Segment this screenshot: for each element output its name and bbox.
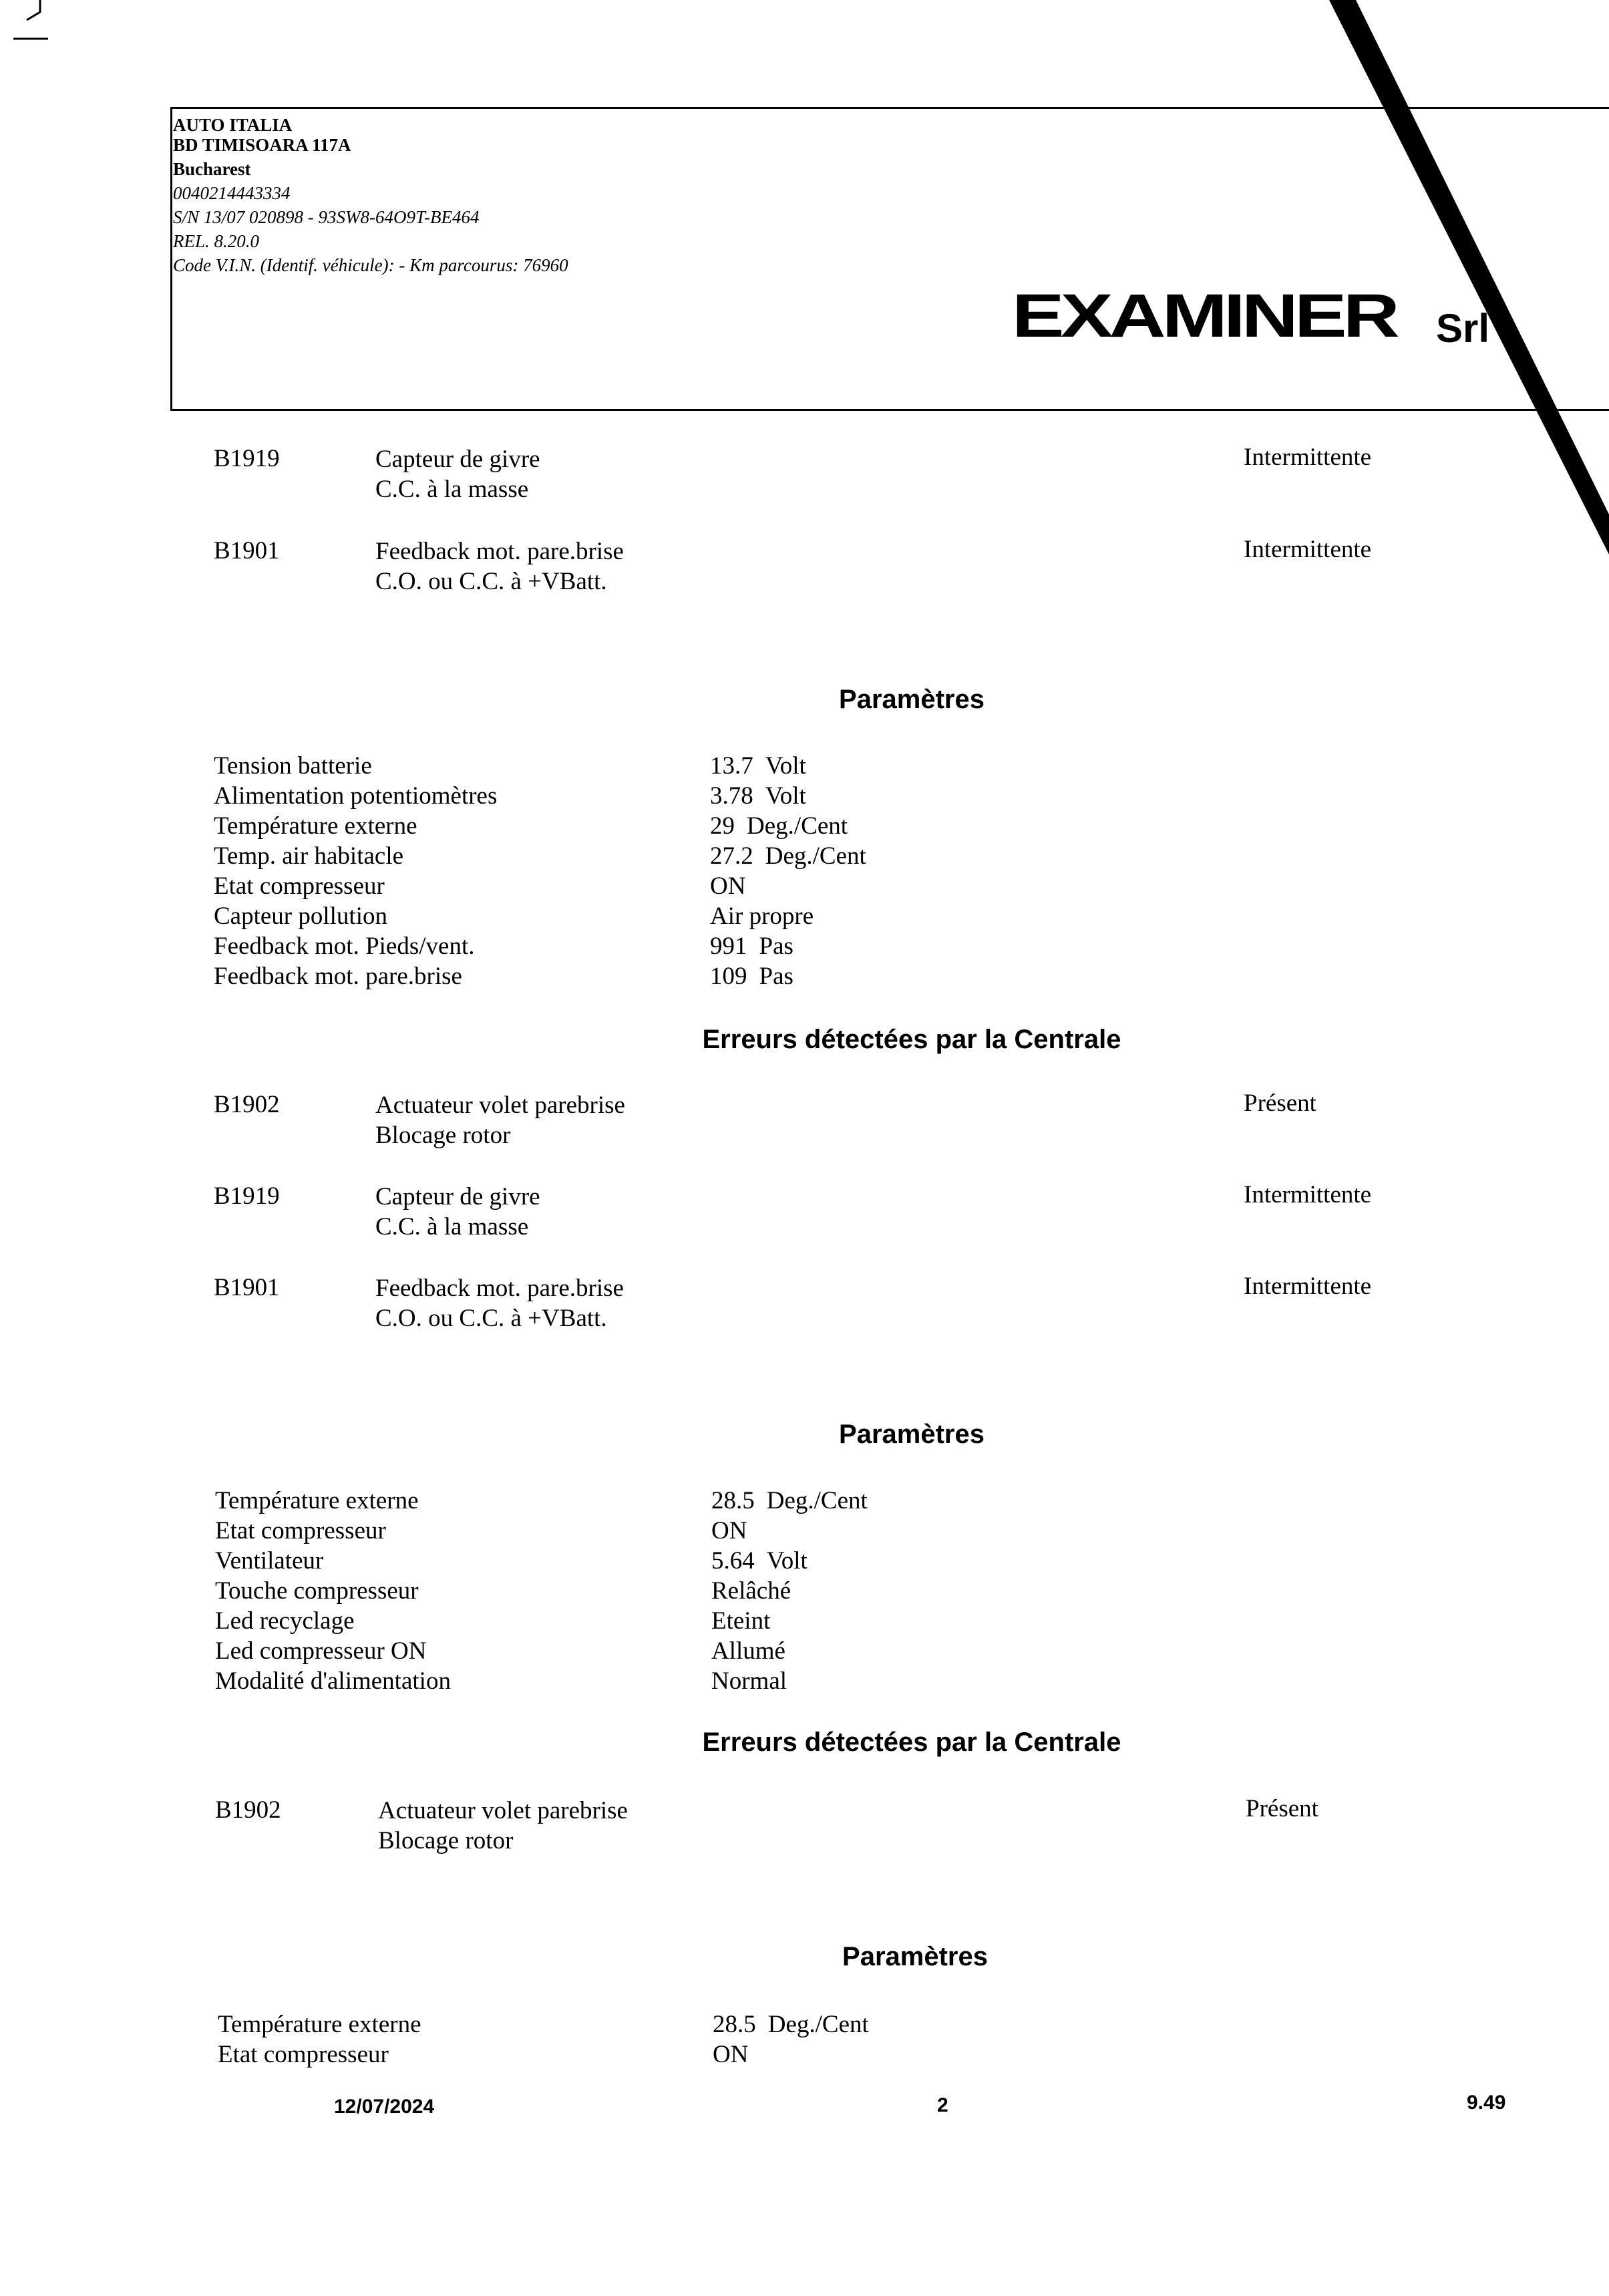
error-description: Feedback mot. pare.brise [375, 538, 624, 565]
parameter-value: 991 Pas [710, 933, 793, 960]
examiner-logo-suffix: Srl [1436, 306, 1490, 351]
section-title-parametres: Paramètres [842, 1942, 988, 1971]
parameter-value: 5.64 Volt [711, 1547, 808, 1575]
section-title-parametres: Paramètres [839, 685, 985, 714]
error-detail: C.C. à la masse [375, 476, 529, 503]
error-description: Capteur de givre [375, 446, 540, 473]
footer-page-number: 2 [937, 2094, 948, 2116]
company-city: Bucharest [173, 159, 251, 179]
error-status: Intermittente [1244, 1273, 1372, 1300]
footer-time: 9.49 [1467, 2092, 1506, 2114]
error-code: B1901 [214, 1274, 280, 1301]
error-description: Actuateur volet parebrise [375, 1092, 625, 1119]
examiner-logo: EXAMINER [1012, 281, 1396, 351]
corner-mark [27, 0, 40, 20]
error-detail: C.C. à la masse [375, 1213, 529, 1241]
parameter-value: 27.2 Deg./Cent [710, 842, 866, 870]
parameter-name: Temp. air habitacle [214, 842, 404, 870]
error-detail: C.O. ou C.C. à +VBatt. [375, 568, 607, 595]
error-description: Actuateur volet parebrise [378, 1797, 628, 1824]
error-code: B1902 [215, 1796, 281, 1824]
parameter-value: 28.5 Deg./Cent [713, 2011, 869, 2038]
parameter-name: Touche compresseur [215, 1577, 419, 1605]
company-address: BD TIMISOARA 117A [173, 135, 351, 155]
parameter-name: Température externe [218, 2011, 421, 2038]
error-status: Intermittente [1244, 444, 1372, 471]
error-detail: C.O. ou C.C. à +VBatt. [375, 1305, 607, 1332]
parameter-value: 28.5 Deg./Cent [711, 1487, 868, 1514]
parameter-value: Eteint [711, 1607, 771, 1635]
error-status: Présent [1244, 1090, 1316, 1117]
parameter-value: 13.7 Volt [710, 752, 806, 780]
parameter-value: Air propre [710, 903, 814, 930]
error-description: Feedback mot. pare.brise [375, 1275, 624, 1302]
parameter-value: 3.78 Volt [710, 782, 806, 810]
parameter-name: Tension batterie [214, 752, 372, 780]
parameter-value: ON [710, 872, 746, 900]
error-code: B1901 [214, 537, 280, 564]
parameter-value: 29 Deg./Cent [710, 812, 848, 840]
error-code: B1919 [214, 445, 280, 472]
parameter-name: Led compresseur ON [215, 1637, 427, 1665]
error-detail: Blocage rotor [375, 1122, 511, 1149]
footer-date: 12/07/2024 [334, 2096, 435, 2118]
parameter-value: 109 Pas [710, 963, 793, 990]
company-name: AUTO ITALIA [173, 115, 293, 135]
company-phone: 0040214443334 [173, 183, 291, 203]
error-status: Intermittente [1244, 536, 1372, 563]
parameter-value: ON [713, 2041, 749, 2068]
error-code: B1902 [214, 1091, 280, 1118]
parameter-name: Etat compresseur [214, 872, 385, 900]
parameter-name: Feedback mot. Pieds/vent. [214, 933, 475, 960]
parameter-value: Allumé [711, 1637, 785, 1665]
parameter-value: Normal [711, 1667, 787, 1695]
parameter-value: Relâché [711, 1577, 791, 1605]
section-title-parametres: Paramètres [839, 1420, 985, 1449]
error-detail: Blocage rotor [378, 1827, 514, 1854]
parameter-name: Température externe [215, 1487, 419, 1514]
parameter-name: Feedback mot. pare.brise [214, 963, 462, 990]
parameter-name: Modalité d'alimentation [215, 1667, 451, 1695]
section-title-erreurs: Erreurs détectées par la Centrale [702, 1728, 1121, 1757]
parameter-name: Etat compresseur [215, 1517, 386, 1544]
parameter-value: ON [711, 1517, 747, 1544]
parameter-name: Alimentation potentiomètres [214, 782, 498, 810]
serial-number: S/N 13/07 020898 - 93SW8-64O9T-BE464 [173, 207, 480, 227]
section-title-erreurs: Erreurs détectées par la Centrale [702, 1025, 1121, 1054]
release-version: REL. 8.20.0 [173, 231, 260, 251]
error-status: Présent [1246, 1795, 1318, 1822]
error-description: Capteur de givre [375, 1183, 540, 1210]
error-code: B1919 [214, 1182, 280, 1210]
parameter-name: Capteur pollution [214, 903, 387, 930]
parameter-name: Led recyclage [215, 1607, 355, 1635]
parameter-name: Température externe [214, 812, 417, 840]
vin-mileage-line: Code V.I.N. (Identif. véhicule): - Km parcourus: 76960 [173, 255, 568, 275]
parameter-name: Etat compresseur [218, 2041, 389, 2068]
parameter-name: Ventilateur [215, 1547, 324, 1575]
error-status: Intermittente [1244, 1181, 1372, 1208]
